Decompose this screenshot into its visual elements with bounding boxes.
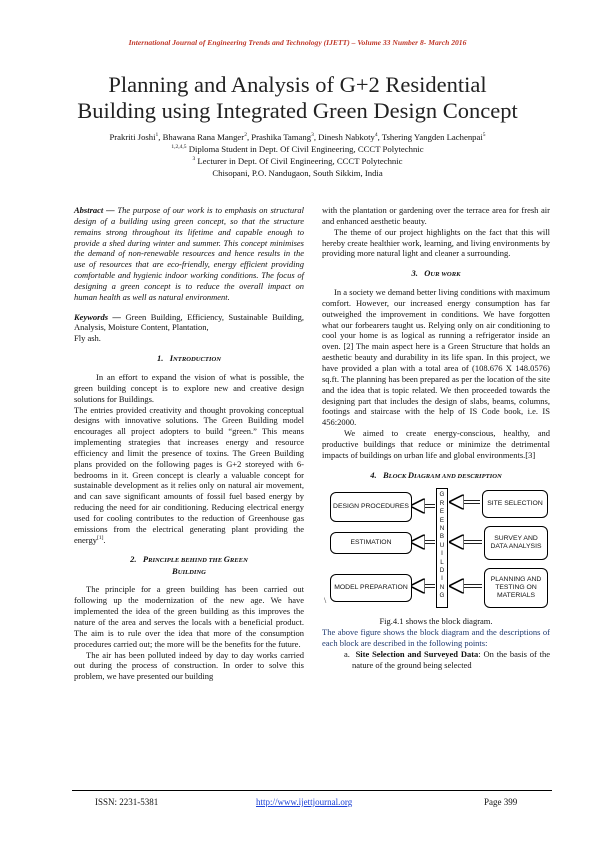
- affiliation-text: Lecturer in Dept. Of Civil Engineering, CCCT Polytechnic: [195, 156, 403, 166]
- section-number: 3.: [411, 268, 418, 279]
- heading-initial: P: [142, 554, 149, 565]
- footer-divider: [72, 790, 552, 791]
- principle-paragraph-1: The principle for a green building has been carried out following up the modernization of the new age. We have implemented the idea of the green building as this improves the nature of the area and serves the locals with a beneficial product. The aim is to rule over the idea that more of the consumption procedures carried out; the more will be the benefits for the future.: [74, 584, 304, 649]
- author-name: , Bhawana Rana Manger: [158, 132, 245, 142]
- block-diagram: [322, 488, 550, 610]
- heading-initial: O: [424, 268, 431, 279]
- estimation-box: ESTIMATION: [330, 532, 412, 554]
- column-letter: L: [440, 558, 444, 566]
- abstract: [74, 205, 304, 303]
- issn: ISSN: 2231-5381: [95, 797, 159, 807]
- figure-description: The above figure shows the block diagram and the descriptions of each block are described in the following points:: [322, 627, 550, 649]
- author-sup: 1: [155, 132, 159, 139]
- section-heading-our-work: [322, 268, 550, 281]
- column-letter: B: [439, 533, 445, 541]
- section-number: 1.: [156, 353, 164, 364]
- title-line-1: Planning and Analysis of G+2 Residential: [108, 72, 487, 97]
- intro-text: The entries provided creativity and thought provoking conceptual designs with innovative solutions. The Green Building model encourages all project adopters to build “green.” This means implementing strategies that increases energy and resource efficiency and limit the presence of toxins. The Green Building plans provided on the following pages is G+2 storeyed with 6-bedrooms in it. Green concept is clearly a valuable concept for sustainable development as it relies only on natural air movement, and can save significant amounts of fossil fuel based energy by reducing the need for air conditioning. Reducing electrical energy used for cooling contributes to the reduction of Greenhouse gas emissions from the electrical generating plant providing the energy: [74, 404, 304, 545]
- section-heading-introduction: [74, 353, 304, 366]
- keywords: [74, 312, 304, 345]
- right-paragraph-2: The theme of our project highlights on the fact that this will hereby create healthier work, learning, and living environments by providing more natural light and cleaner a surrounding.: [322, 226, 550, 259]
- keywords-label: Keywords —: [74, 311, 121, 322]
- heading-rest: NTRODUCTION: [173, 356, 222, 364]
- model-preparation-box: MODEL PREPARATION: [330, 574, 412, 602]
- column-letter: G: [439, 491, 445, 499]
- heading-initial: D: [407, 469, 415, 480]
- column-letter: E: [439, 516, 445, 524]
- author-name: , Dinesh Nabkoty: [313, 132, 375, 142]
- work-paragraph-1: In a society we demand better living conditions with maximum comfort. However, our increased energy consumption has far outweighed the improvement in conditions. We have forgotten what our forbearers taught us. Relying only on air conditioning to cool your home is as logical as running a refrigerator inside an oven. [2] The main aspect here is a Green Structure that holds an aesthetic beauty and durability in its life span. In this project, we have provided a plan with a total area of (108.676 X 148.0576) sq.ft. The planning has been prepared as per the location of the site and the idea that is topic related. We then proceeded towards the designing part that includes the design of slabs, beams, columns, footings and staircase with the help of IS Code book, i.e. IS 456:2000.: [322, 287, 550, 428]
- column-letter: N: [439, 525, 445, 533]
- heading-initial: B: [172, 566, 178, 577]
- author-sup: 2: [244, 132, 247, 139]
- right-column: [322, 205, 550, 671]
- heading-rest: REEN: [229, 557, 248, 565]
- heading-initial: G: [223, 554, 230, 565]
- work-paragraph-2: We aimed to create energy-conscious, healthy, and productive buildings that reduce or minimize the detrimental impacts of buildings on urban life and global environments.[3]: [322, 428, 550, 460]
- column-letter: D: [439, 567, 445, 575]
- heading-rest: UR WORK: [430, 271, 461, 279]
- author-block: [30, 131, 565, 179]
- keywords-text: Green Building, Efficiency, Sustainable Building, Analysis, Moisture Content, Plantation,: [74, 311, 304, 333]
- heading-rest: UILDING: [177, 569, 206, 577]
- heading-initial: B: [383, 469, 389, 480]
- journal-header: International Journal of Engineering Trends and Technology (IJETT) – Volume 33 Number 8- March 2016: [128, 38, 467, 47]
- section-number: 4.: [370, 469, 377, 480]
- abstract-text: The purpose of our work is to emphasis on structural design of a building using green concept, so that the structure remains strong throughout its lifetime and capable enough to provide a shed during winter and summer. This concept minimises the demand of non-renewable resources and hence results in the use of resources that are eco-friendly, energy efficient providing comfortable and hygienic indoor working conditions. The focus of designing a green concept is to reduce the overall impact on human health as well as natural environment.: [74, 205, 304, 302]
- stray-mark: \: [324, 596, 327, 606]
- planning-testing-box: PLANNING AND TESTING ON MATERIALS: [484, 568, 548, 608]
- page-number: Page 399: [484, 797, 518, 807]
- affiliation-text: Diploma Student in Dept. Of Civil Engineering, CCCT Polytechnic: [186, 144, 424, 154]
- abstract-label: Abstract —: [74, 205, 115, 215]
- citation: [1]: [96, 534, 104, 541]
- site-selection-box: SITE SELECTION: [482, 490, 548, 518]
- right-paragraph-1: with the plantation or gardening over the terrace area for fresh air and enhanced aesthetic beauty.: [322, 205, 550, 226]
- author-name: , Prashika Tamang: [246, 132, 312, 142]
- affiliation-2: [30, 155, 565, 167]
- principle-paragraph-2: The air has been polluted indeed by day to day works carried out during the process of construction. In order to solve this problem, we have presented our building: [74, 649, 304, 682]
- section-heading-block-diagram: [322, 470, 550, 483]
- heading-rest: IAGRAM AND DESCRIPTION: [414, 472, 502, 480]
- journal-link[interactable]: http://www.ijettjournal.org: [256, 797, 353, 807]
- author-sup: 5: [482, 132, 486, 139]
- heading-rest: RINCIPLE BEHIND THE: [148, 557, 224, 565]
- intro-paragraph-2: The entries provided creativity and thought provoking conceptual designs with innovative solutions. The Green Building model encourages all project adopters to build “green.” This means implementing strategies that increases energy and resource efficiency and limit the presence of toxins. The Green Building plans provided on the following pages is G+2 storeyed with 6-bedrooms in it. Green concept is clearly a valuable concept for sustainable development as it relies only on natural air movement, and can save significant amounts of fossil fuel based energy by reducing the need for air conditioning. Reducing electrical energy used for cooling contributes to the reduction of Greenhouse gas emissions from the electrical generating plant providing the energy[1].: [74, 404, 304, 545]
- author-name: , Tshering Yangden Lachenpai: [377, 132, 483, 142]
- section-heading-principle: [74, 554, 304, 578]
- column-letter: N: [439, 583, 445, 591]
- column-letter: G: [439, 592, 445, 600]
- column-letter: U: [439, 541, 445, 549]
- author-sup: 3: [311, 132, 314, 139]
- affiliation-1: [30, 143, 565, 155]
- author-name: Prakriti Joshi: [109, 132, 156, 142]
- address: Chisopani, P.O. Nandugaon, South Sikkim, India: [212, 168, 383, 178]
- paper-title: [40, 72, 555, 124]
- title-line-2: Building using Integrated Green Design Concept: [77, 98, 518, 123]
- column-letter: R: [439, 499, 445, 507]
- green-building-column: [436, 488, 448, 608]
- left-column: [74, 205, 304, 682]
- intro-paragraph-1: In an effort to expand the vision of what is possible, the green building concept is to explore new and creative design solutions for Buildings.: [74, 371, 304, 404]
- affiliation-sup: 1,2,4,5: [171, 144, 187, 151]
- list-item-label: Site Selection and Surveyed Data: [355, 648, 479, 659]
- column-letter: I: [441, 550, 443, 558]
- section-number: 2.: [130, 554, 137, 565]
- column-letter: E: [439, 508, 445, 516]
- author-sup: 4: [374, 132, 378, 139]
- affiliation-sup: 3: [192, 156, 196, 163]
- column-letter: I: [441, 575, 443, 583]
- heading-initial: I: [169, 353, 174, 364]
- survey-data-analysis-box: SURVEY AND DATA ANALYSIS: [484, 526, 548, 560]
- list-marker: a.: [344, 648, 350, 659]
- list-item-a: [322, 649, 550, 671]
- list-item-text: : On the basis of the nature of the ground being selected: [352, 648, 551, 670]
- design-procedures-box: DESIGN PROCEDURES: [330, 492, 412, 522]
- keywords-text-2: Fly ash.: [74, 333, 101, 344]
- figure-caption: Fig.4.1 shows the block diagram.: [379, 616, 493, 627]
- heading-rest: LOCK: [388, 472, 408, 480]
- author-names: [30, 131, 565, 143]
